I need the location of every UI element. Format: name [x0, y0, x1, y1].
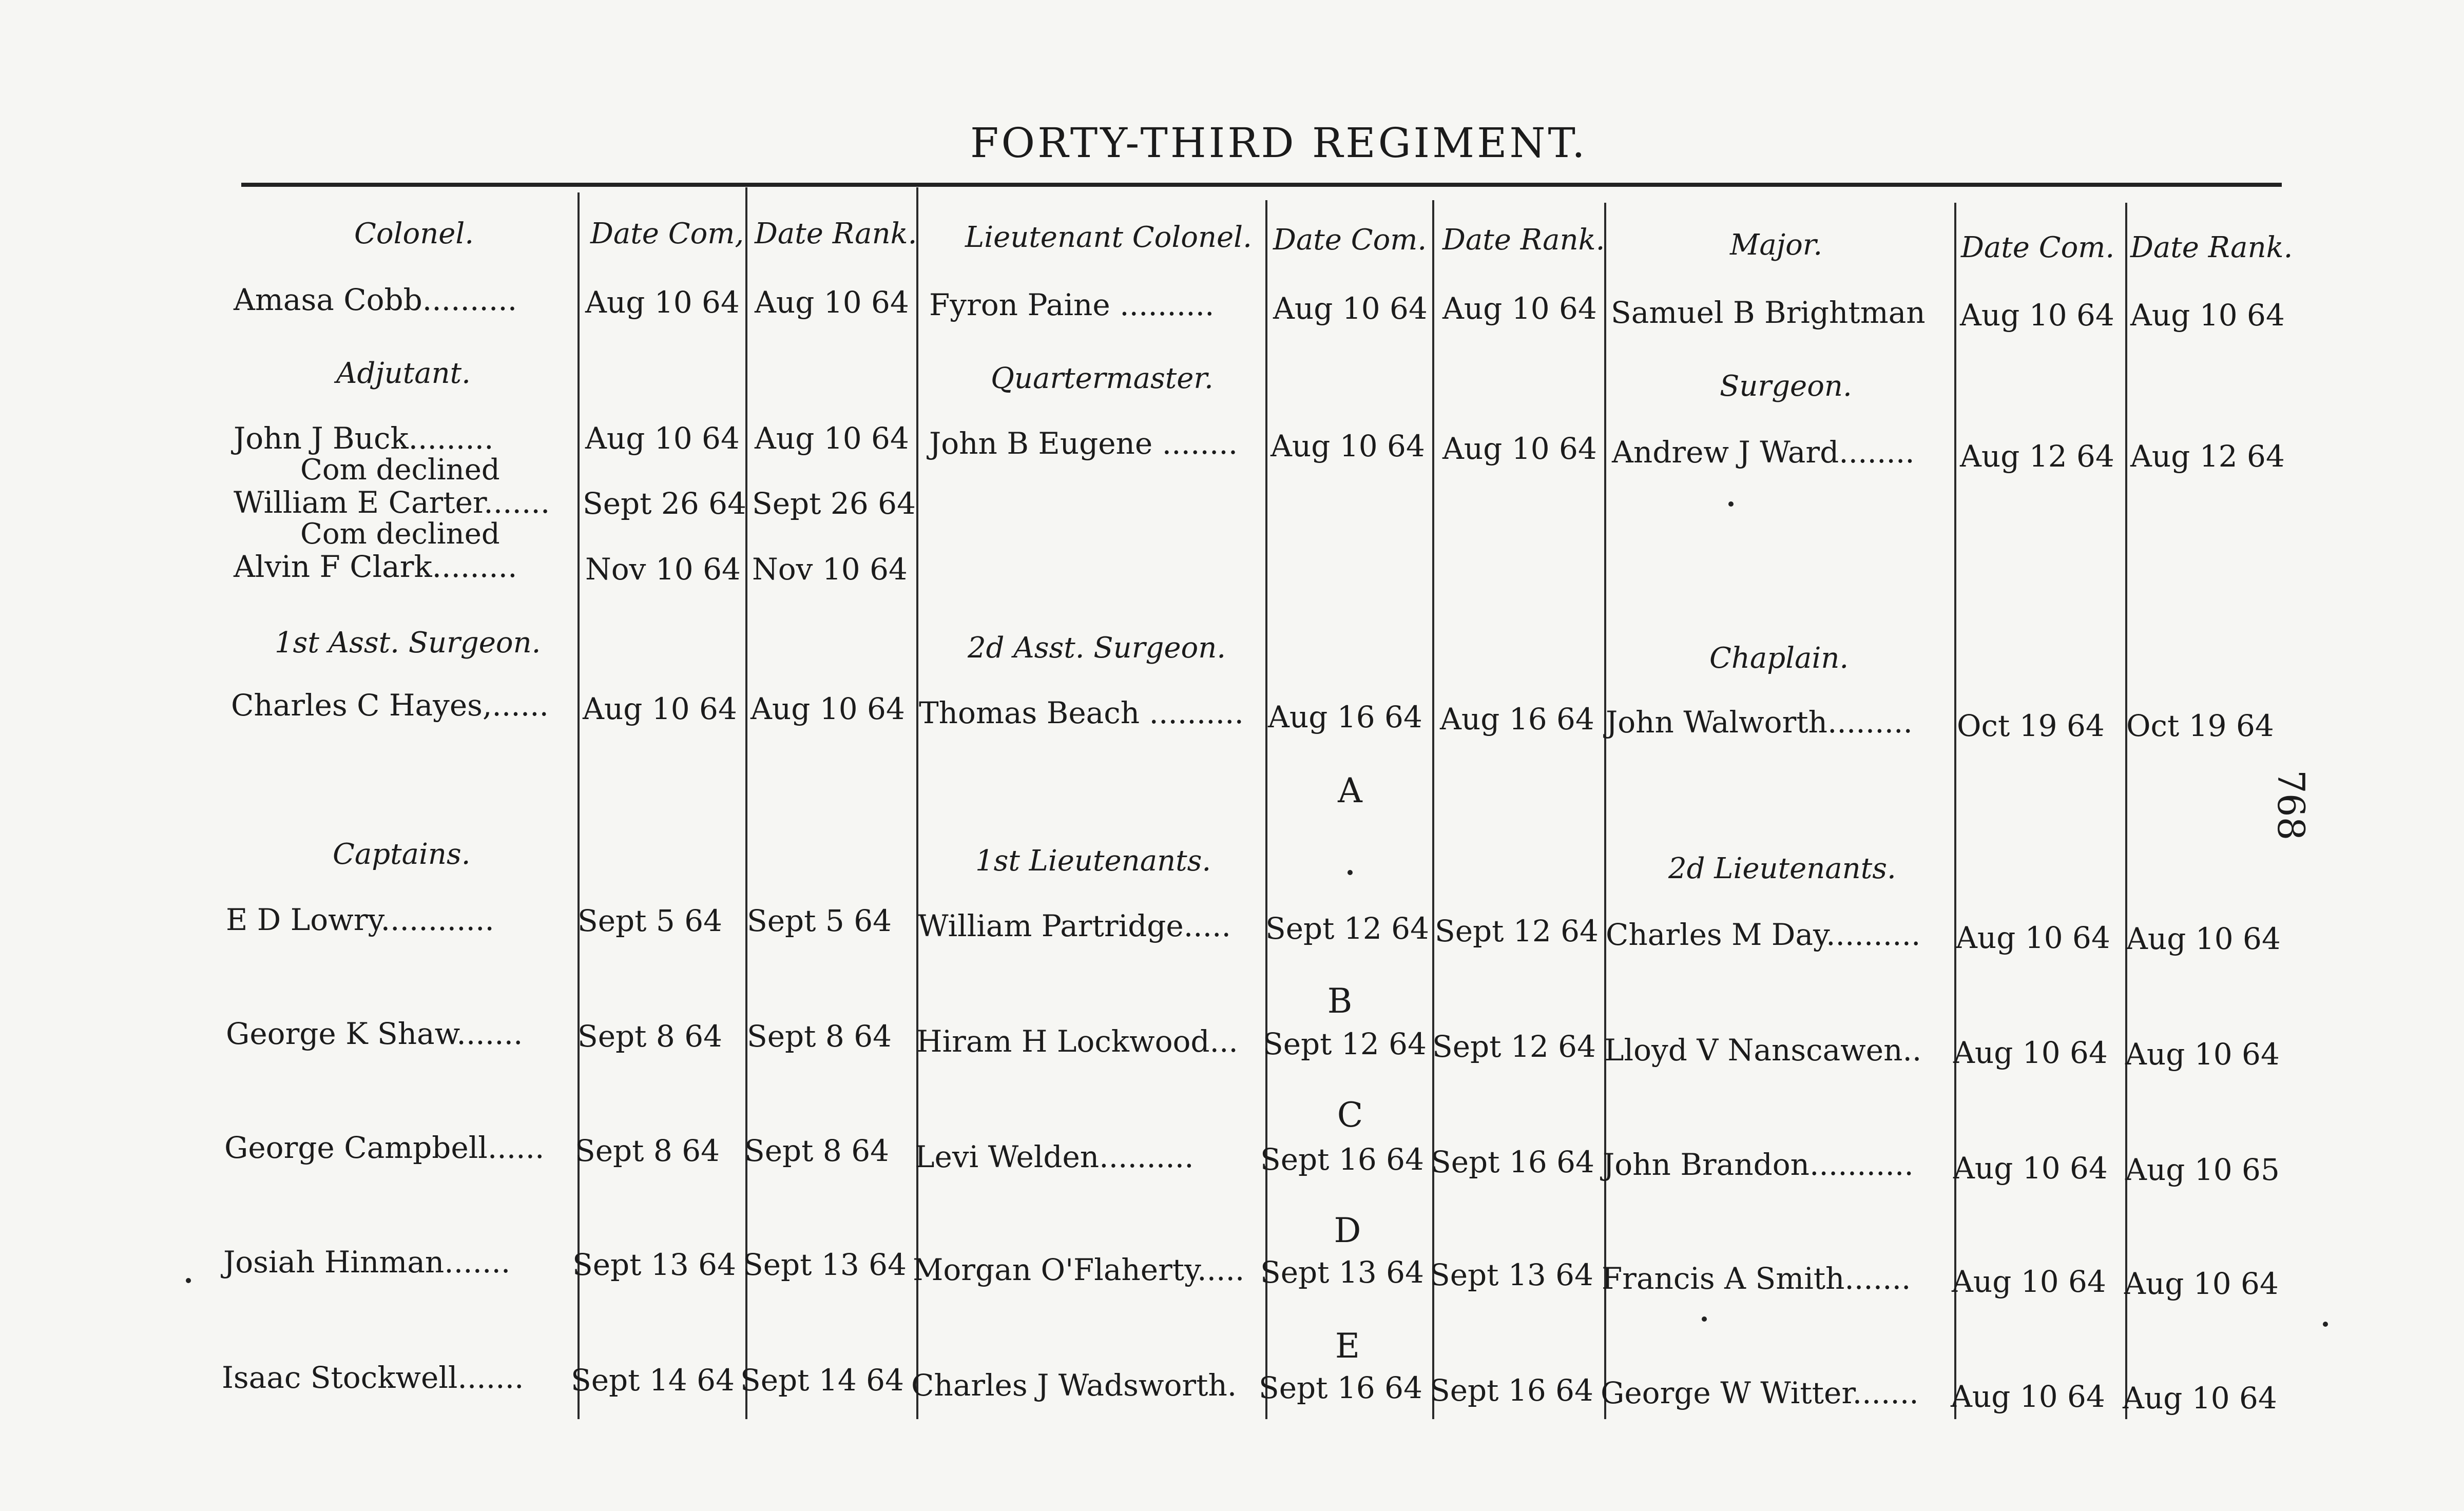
date-com-header: Date Com. — [1273, 223, 1427, 257]
column-rule — [578, 192, 580, 1419]
first-lieutenant-date-com: Sept 13 64 — [1260, 1255, 1424, 1290]
ink-speck — [1348, 870, 1353, 875]
asst-surgeon-2-name: Thomas Beach .......... — [919, 695, 1244, 730]
first-lieutenant-date-com: Sept 16 64 — [1260, 1142, 1424, 1177]
first-lieutenant-date-rank: Sept 13 64 — [1430, 1257, 1593, 1292]
surgeon-date-com: Aug 12 64 — [1960, 439, 2114, 474]
second-lieutenant-name: Francis A Smith....... — [1602, 1261, 1911, 1296]
chaplain-name: John Walworth......... — [1606, 705, 1913, 740]
chaplain-header: Chaplain. — [1709, 642, 1849, 675]
ink-speck — [2323, 1322, 2328, 1327]
captain-date-rank: Sept 5 64 — [747, 903, 892, 938]
ink-speck — [186, 1278, 191, 1283]
lt-colonel-name: Fyron Paine .......... — [929, 287, 1215, 322]
adjutant-date-rank: Aug 10 64 — [755, 421, 909, 456]
colonel-date-com: Aug 10 64 — [585, 285, 740, 320]
date-com-header: Date Com, — [590, 217, 744, 250]
asst-surgeon-2-header: 2d Asst. Surgeon. — [968, 631, 1226, 665]
ink-speck — [1728, 501, 1734, 507]
column-rule — [2125, 203, 2127, 1419]
date-rank-header: Date Rank. — [755, 217, 917, 250]
captain-name: George K Shaw....... — [226, 1016, 523, 1051]
captain-name: George Campbell...... — [224, 1130, 545, 1165]
first-lieutenant-name: Hiram H Lockwood... — [916, 1024, 1238, 1059]
quartermaster-name: John B Eugene ........ — [929, 426, 1238, 461]
first-lieutenant-name: Morgan O'Flaherty..... — [913, 1252, 1245, 1287]
ink-speck — [1702, 1316, 1707, 1322]
lt-colonel-header: Lieutenant Colonel. — [965, 221, 1252, 254]
major-header: Major. — [1730, 228, 1823, 262]
column-rule — [916, 187, 918, 1419]
surgeon-header: Surgeon. — [1720, 370, 1852, 403]
company-letter: E — [1335, 1326, 1360, 1366]
first-lieutenant-name: William Partridge..... — [918, 908, 1231, 943]
surgeon-name: Andrew J Ward........ — [1612, 435, 1915, 470]
column-rule — [1954, 203, 1956, 1419]
chaplain-date-com: Oct 19 64 — [1957, 708, 2105, 743]
quartermaster-header: Quartermaster. — [991, 362, 1214, 395]
second-lieutenant-name: Charles M Day.......... — [1606, 917, 1921, 952]
adjutant-date-com: Nov 10 64 — [585, 552, 741, 587]
second-lieutenant-name: George W Witter....... — [1601, 1376, 1919, 1410]
second-lieutenant-date-com: Aug 10 64 — [1956, 920, 2110, 955]
captain-date-com: Sept 13 64 — [572, 1247, 736, 1282]
second-lieutenant-name: Lloyd V Nanscawen.. — [1604, 1033, 1922, 1068]
first-lieutenants-header: 1st Lieutenants. — [975, 844, 1211, 878]
title-rule — [241, 183, 2282, 187]
second-lieutenant-date-rank: Aug 10 64 — [2125, 1037, 2280, 1072]
captain-name: E D Lowry............ — [226, 902, 494, 937]
captain-date-rank: Sept 14 64 — [740, 1363, 904, 1398]
company-letter: C — [1337, 1095, 1363, 1135]
second-lieutenant-date-com: Aug 10 64 — [1952, 1264, 2106, 1299]
captain-date-com: Sept 8 64 — [578, 1019, 723, 1054]
column-rule — [745, 187, 747, 1419]
captain-name: Isaac Stockwell....... — [222, 1360, 524, 1395]
page-number: 768 — [2269, 770, 2313, 841]
first-lieutenant-date-rank: Sept 16 64 — [1430, 1373, 1593, 1408]
second-lieutenant-date-rank: Aug 10 64 — [2126, 921, 2281, 956]
colonel-name: Amasa Cobb.......... — [234, 282, 517, 317]
adjutant-date-com: Sept 26 64 — [583, 486, 746, 521]
adjutant-name: William E Carter....... — [234, 485, 550, 520]
adjutant-name: John J Buck......... — [234, 421, 494, 456]
adjutant-date-rank: Nov 10 64 — [752, 552, 908, 587]
company-letter: D — [1334, 1211, 1361, 1250]
chaplain-date-rank: Oct 19 64 — [2126, 708, 2274, 743]
quartermaster-date-rank: Aug 10 64 — [1442, 431, 1597, 466]
captain-date-rank: Sept 8 64 — [744, 1133, 890, 1168]
captain-date-rank: Sept 8 64 — [747, 1019, 892, 1054]
major-date-com: Aug 10 64 — [1960, 298, 2114, 333]
column-rule — [1432, 200, 1434, 1419]
second-lieutenant-date-com: Aug 10 64 — [1953, 1151, 2108, 1186]
asst-surgeon-2-date-com: Aug 16 64 — [1268, 700, 1422, 734]
lt-colonel-date-rank: Aug 10 64 — [1442, 291, 1597, 326]
second-lieutenant-date-rank: Aug 10 65 — [2125, 1152, 2280, 1187]
major-date-rank: Aug 10 64 — [2130, 298, 2285, 333]
captains-header: Captains. — [333, 838, 471, 871]
first-lieutenant-date-com: Sept 16 64 — [1259, 1370, 1422, 1405]
first-lieutenant-date-com: Sept 12 64 — [1263, 1026, 1427, 1061]
adjutant-header: Adjutant. — [336, 357, 471, 390]
second-lieutenant-name: John Brandon........... — [1603, 1147, 1914, 1182]
lt-colonel-date-com: Aug 10 64 — [1273, 291, 1428, 326]
first-lieutenant-name: Levi Welden.......... — [915, 1139, 1194, 1174]
date-rank-header: Date Rank. — [2130, 231, 2293, 264]
colonel-date-rank: Aug 10 64 — [755, 285, 909, 320]
second-lieutenant-date-com: Aug 10 64 — [1953, 1035, 2108, 1070]
first-lieutenant-date-com: Sept 12 64 — [1265, 911, 1429, 946]
surgeon-date-rank: Aug 12 64 — [2130, 439, 2285, 474]
asst-surgeon-2-date-rank: Aug 16 64 — [1440, 702, 1594, 737]
quartermaster-date-com: Aug 10 64 — [1270, 429, 1425, 463]
page-title: FORTY-THIRD REGIMENT. — [970, 119, 1588, 167]
second-lieutenant-date-rank: Aug 10 64 — [2124, 1266, 2279, 1301]
first-lieutenant-date-rank: Sept 12 64 — [1432, 1029, 1596, 1064]
adjutant-note: Com declined — [300, 517, 500, 551]
second-lieutenant-date-com: Aug 10 64 — [1951, 1379, 2105, 1414]
asst-surgeon-1-date-rank: Aug 10 64 — [750, 691, 905, 726]
first-lieutenant-name: Charles J Wadsworth. — [911, 1368, 1237, 1403]
adjutant-name: Alvin F Clark......... — [234, 549, 517, 584]
asst-surgeon-1-name: Charles C Hayes,...... — [231, 688, 549, 723]
column-rule — [1604, 203, 1606, 1419]
adjutant-date-com: Aug 10 64 — [585, 421, 740, 456]
adjutant-date-rank: Sept 26 64 — [752, 486, 916, 521]
date-rank-header: Date Rank. — [1442, 223, 1605, 257]
captain-date-com: Sept 5 64 — [578, 903, 723, 938]
asst-surgeon-1-date-com: Aug 10 64 — [583, 691, 737, 726]
colonel-header: Colonel. — [354, 217, 474, 250]
adjutant-note: Com declined — [300, 453, 500, 487]
captain-date-com: Sept 14 64 — [571, 1363, 735, 1398]
second-lieutenants-header: 2d Lieutenants. — [1668, 852, 1896, 885]
asst-surgeon-1-header: 1st Asst. Surgeon. — [275, 626, 541, 660]
captain-name: Josiah Hinman....... — [223, 1245, 511, 1280]
first-lieutenant-date-rank: Sept 16 64 — [1431, 1145, 1594, 1179]
column-rule — [1265, 200, 1267, 1419]
captain-date-com: Sept 8 64 — [575, 1133, 720, 1168]
first-lieutenant-date-rank: Sept 12 64 — [1435, 914, 1599, 948]
date-com-header: Date Com. — [1961, 231, 2115, 264]
company-letter: A — [1338, 771, 1362, 810]
captain-date-rank: Sept 13 64 — [743, 1247, 907, 1282]
second-lieutenant-date-rank: Aug 10 64 — [2123, 1381, 2277, 1416]
company-letter: B — [1327, 981, 1353, 1021]
major-name: Samuel B Brightman — [1611, 295, 1926, 330]
